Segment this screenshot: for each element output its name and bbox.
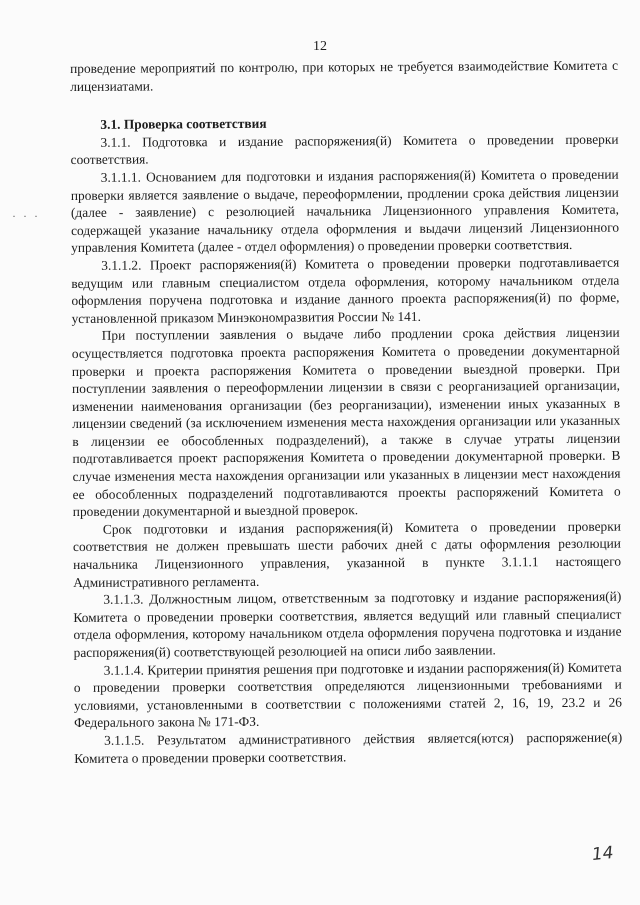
paragraph-3-1-1-2: 3.1.1.2. Проект распоряжения(й) Комитета о проведении проверки подготавливается ведущим или главным специалистом отдела оформления, которому начальником отдела оформления поручена подготовка и издание данного проекта распоряжения(й) по форме, установленной приказом Минэкономразвития России № 141. — [71, 254, 620, 326]
page-number: 12 — [313, 39, 327, 54]
paragraph-3-1-1-4: 3.1.1.4. Критерии принятия решения при подготовке и издании распоряжения(й) Комитета о проведении проверки соответствия определяются лицензионными требованиями и условиями, установленными в соответствии с положениями статей 2, 16, 19, 23.2 и 26 Федерального закона № 171-ФЗ. — [73, 659, 622, 731]
paragraph-3-1-1: 3.1.1. Подготовка и издание распоряжения(й) Комитета о проведении проверки соответствия. — [70, 131, 619, 168]
margin-marks: · · · — [12, 209, 40, 223]
handwritten-page-number: 14 — [590, 842, 615, 866]
section-heading: 3.1. Проверка соответствия — [100, 115, 267, 133]
paragraph-3-1-1-3: 3.1.1.3. Должностным лицом, ответственным за подготовку и издание распоряжения(й) Комитета о проведении проверки соответствия, является ведущий или главный специалист отдела оформления, которому начальником отдела оформления поручена подготовка и издание распоряжения(й) соответствующей резолюцией на описи либо заявлении. — [73, 588, 622, 660]
paragraph-3-1-1-5: 3.1.1.5. Результатом административного действия является(ются) распоряжение(я) Комитета о проведении проверки соответствия. — [74, 729, 623, 766]
paragraph-deadline: Срок подготовки и издания распоряжения(й) Комитета о проведении проверки соответствия не должен превышать шести рабочих дней с даты оформления резолюции начальника Лицензионного управления, указанной в пункте 3.1.1.1 настоящего Административного регламента. — [72, 518, 622, 590]
document-body — [70, 57, 622, 767]
paragraph-continuation: проведение мероприятий по контролю, при которых не требуется взаимодействие Комитета с лицензиатами. — [70, 57, 619, 94]
paragraph-3-1-1-1: 3.1.1.1. Основанием для подготовки и издания распоряжения(й) Комитета о проведении проверки является заявление о выдаче, переоформлении, продлении срока действия лицензии (далее - заявление) с резолюцией начальника Лицензионного управления Комитета, содержащей указание начальнику отдела оформления и выдачи лицензий Лицензионного управления Комитета (далее - отдел оформления) о проведении проверки соответствия. — [70, 166, 620, 256]
paragraph-application-receipt: При поступлении заявления о выдаче либо продлении срока действия лицензии осуществляется подготовка проекта распоряжения Комитета о проведении документарной проверки и проекта распоряжения Комитета о проведении выездной проверки. При поступлении заявления о переоформлении лицензии в связи с реорганизацией организации, изменении наименования организации (без реорганизации), изменении иных указанных в лицензии сведений (за исключением изменения места нахождения организации или указанных в лицензии ее обособленных подразделений), а также в случае утраты лицензии подготавливается проект распоряжения Комитета о проведении документарной проверки. В случае изменения места нахождения организации или указанных в лицензии мест нахождения ее обособленных подразделений подготавливаются проекты распоряжений Комитета о проведении документарной и выездной проверок. — [71, 324, 621, 520]
